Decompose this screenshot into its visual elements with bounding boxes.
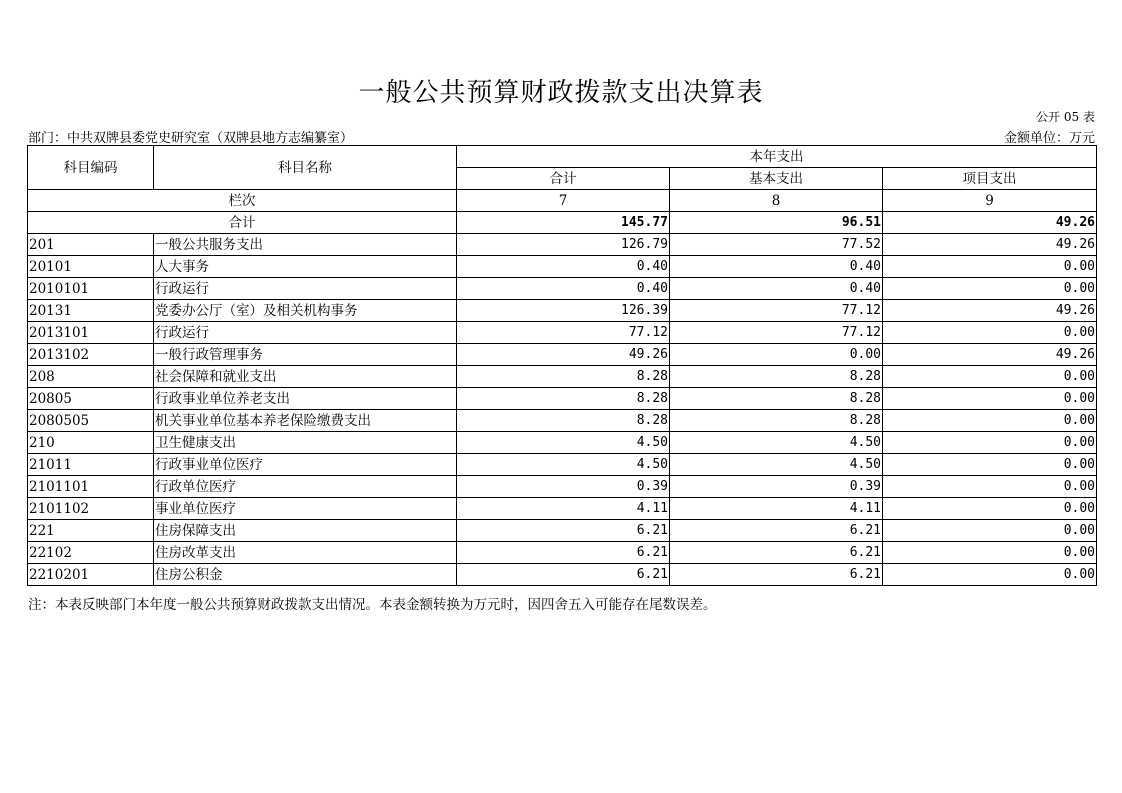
table-row bbox=[28, 256, 1097, 278]
subject-name-cell: 行政事业单位医疗 bbox=[154, 454, 457, 476]
subject-code-cell: 20805 bbox=[28, 388, 154, 410]
column-index-total: 7 bbox=[457, 190, 670, 212]
table-row bbox=[28, 366, 1097, 388]
project-cell: 0.00 bbox=[883, 388, 1097, 410]
subject-code-cell: 2080505 bbox=[28, 410, 154, 432]
project-cell: 0.00 bbox=[883, 432, 1097, 454]
basic-cell: 0.40 bbox=[670, 256, 883, 278]
table-row bbox=[28, 388, 1097, 410]
subject-name-cell: 党委办公厅（室）及相关机构事务 bbox=[154, 300, 457, 322]
table-row bbox=[28, 520, 1097, 542]
basic-cell: 6.21 bbox=[670, 520, 883, 542]
table-row bbox=[28, 476, 1097, 498]
total-cell: 0.40 bbox=[457, 256, 670, 278]
table-row bbox=[28, 344, 1097, 366]
project-cell: 0.00 bbox=[883, 278, 1097, 300]
table-row bbox=[28, 322, 1097, 344]
expenditure-table bbox=[27, 145, 1097, 586]
total-basic: 96.51 bbox=[670, 212, 883, 234]
table-row bbox=[28, 234, 1097, 256]
total-cell: 0.40 bbox=[457, 278, 670, 300]
basic-cell: 6.21 bbox=[670, 564, 883, 586]
total-cell: 0.39 bbox=[457, 476, 670, 498]
basic-cell: 0.40 bbox=[670, 278, 883, 300]
total-project: 49.26 bbox=[883, 212, 1097, 234]
header-basic: 基本支出 bbox=[670, 168, 883, 190]
basic-cell: 6.21 bbox=[670, 542, 883, 564]
subject-name-cell: 事业单位医疗 bbox=[154, 498, 457, 520]
header-total: 合计 bbox=[457, 168, 670, 190]
subject-code-cell: 2210201 bbox=[28, 564, 154, 586]
project-cell: 0.00 bbox=[883, 322, 1097, 344]
basic-cell: 4.50 bbox=[670, 432, 883, 454]
subject-code-cell: 2101102 bbox=[28, 498, 154, 520]
table-row bbox=[28, 432, 1097, 454]
basic-cell: 0.39 bbox=[670, 476, 883, 498]
total-cell: 77.12 bbox=[457, 322, 670, 344]
project-cell: 0.00 bbox=[883, 454, 1097, 476]
total-cell: 6.21 bbox=[457, 542, 670, 564]
project-cell: 0.00 bbox=[883, 498, 1097, 520]
subject-code-cell: 210 bbox=[28, 432, 154, 454]
total-cell: 8.28 bbox=[457, 388, 670, 410]
table-row bbox=[28, 410, 1097, 432]
total-amount: 145.77 bbox=[457, 212, 670, 234]
table-row bbox=[28, 498, 1097, 520]
basic-cell: 4.50 bbox=[670, 454, 883, 476]
project-cell: 49.26 bbox=[883, 234, 1097, 256]
subject-code-cell: 2010101 bbox=[28, 278, 154, 300]
project-cell: 0.00 bbox=[883, 564, 1097, 586]
header-code: 科目编码 bbox=[28, 146, 154, 190]
project-cell: 0.00 bbox=[883, 476, 1097, 498]
total-label: 合计 bbox=[28, 212, 457, 234]
header-project: 项目支出 bbox=[883, 168, 1097, 190]
subject-name-cell: 卫生健康支出 bbox=[154, 432, 457, 454]
basic-cell: 77.12 bbox=[670, 300, 883, 322]
subject-name-cell: 住房保障支出 bbox=[154, 520, 457, 542]
table-row bbox=[28, 454, 1097, 476]
subject-name-cell: 行政单位医疗 bbox=[154, 476, 457, 498]
basic-cell: 0.00 bbox=[670, 344, 883, 366]
subject-code-cell: 2013102 bbox=[28, 344, 154, 366]
amount-unit-label: 金额单位：万元 bbox=[1003, 131, 1095, 146]
table-row bbox=[28, 278, 1097, 300]
total-cell: 6.21 bbox=[457, 520, 670, 542]
basic-cell: 8.28 bbox=[670, 410, 883, 432]
subject-name-cell: 行政事业单位养老支出 bbox=[154, 388, 457, 410]
department-label: 部门：中共双牌县委党史研究室（双牌县地方志编纂室） bbox=[28, 131, 354, 146]
subject-code-cell: 20131 bbox=[28, 300, 154, 322]
project-cell: 0.00 bbox=[883, 520, 1097, 542]
subject-name-cell: 行政运行 bbox=[154, 322, 457, 344]
basic-cell: 8.28 bbox=[670, 388, 883, 410]
header-current-year: 本年支出 bbox=[457, 146, 1097, 168]
subject-code-cell: 2013101 bbox=[28, 322, 154, 344]
subject-name-cell: 社会保障和就业支出 bbox=[154, 366, 457, 388]
total-cell: 8.28 bbox=[457, 366, 670, 388]
project-cell: 0.00 bbox=[883, 256, 1097, 278]
table-row bbox=[28, 300, 1097, 322]
total-cell: 126.79 bbox=[457, 234, 670, 256]
total-cell: 4.11 bbox=[457, 498, 670, 520]
project-cell: 49.26 bbox=[883, 300, 1097, 322]
table-row bbox=[28, 564, 1097, 586]
subject-code-cell: 201 bbox=[28, 234, 154, 256]
subject-code-cell: 208 bbox=[28, 366, 154, 388]
basic-cell: 8.28 bbox=[670, 366, 883, 388]
basic-cell: 77.12 bbox=[670, 322, 883, 344]
project-cell: 49.26 bbox=[883, 344, 1097, 366]
total-row bbox=[28, 212, 1097, 234]
column-index-project: 9 bbox=[883, 190, 1097, 212]
footnote: 注：本表反映部门本年度一般公共预算财政拨款支出情况。本表金额转换为万元时，因四舍五入可能存在尾数误差。 bbox=[28, 597, 717, 613]
basic-cell: 4.11 bbox=[670, 498, 883, 520]
subject-name-cell: 一般行政管理事务 bbox=[154, 344, 457, 366]
subject-name-cell: 住房公积金 bbox=[154, 564, 457, 586]
subject-name-cell: 住房改革支出 bbox=[154, 542, 457, 564]
total-cell: 4.50 bbox=[457, 454, 670, 476]
subject-name-cell: 一般公共服务支出 bbox=[154, 234, 457, 256]
subject-name-cell: 行政运行 bbox=[154, 278, 457, 300]
project-cell: 0.00 bbox=[883, 410, 1097, 432]
total-cell: 6.21 bbox=[457, 564, 670, 586]
subject-code-cell: 20101 bbox=[28, 256, 154, 278]
project-cell: 0.00 bbox=[883, 542, 1097, 564]
total-cell: 49.26 bbox=[457, 344, 670, 366]
subject-code-cell: 2101101 bbox=[28, 476, 154, 498]
project-cell: 0.00 bbox=[883, 366, 1097, 388]
subject-name-cell: 机关事业单位基本养老保险缴费支出 bbox=[154, 410, 457, 432]
column-index-basic: 8 bbox=[670, 190, 883, 212]
total-cell: 4.50 bbox=[457, 432, 670, 454]
total-cell: 8.28 bbox=[457, 410, 670, 432]
basic-cell: 77.52 bbox=[670, 234, 883, 256]
column-index-label: 栏次 bbox=[28, 190, 457, 212]
total-cell: 126.39 bbox=[457, 300, 670, 322]
subject-code-cell: 21011 bbox=[28, 454, 154, 476]
table-code: 公开 05 表 bbox=[1036, 110, 1095, 124]
page-title: 一般公共预算财政拨款支出决算表 bbox=[358, 78, 764, 108]
subject-code-cell: 221 bbox=[28, 520, 154, 542]
column-index-row bbox=[28, 190, 1097, 212]
subject-name-cell: 人大事务 bbox=[154, 256, 457, 278]
header-row-1 bbox=[28, 146, 1097, 168]
header-name: 科目名称 bbox=[154, 146, 457, 190]
subject-code-cell: 22102 bbox=[28, 542, 154, 564]
table-row bbox=[28, 542, 1097, 564]
